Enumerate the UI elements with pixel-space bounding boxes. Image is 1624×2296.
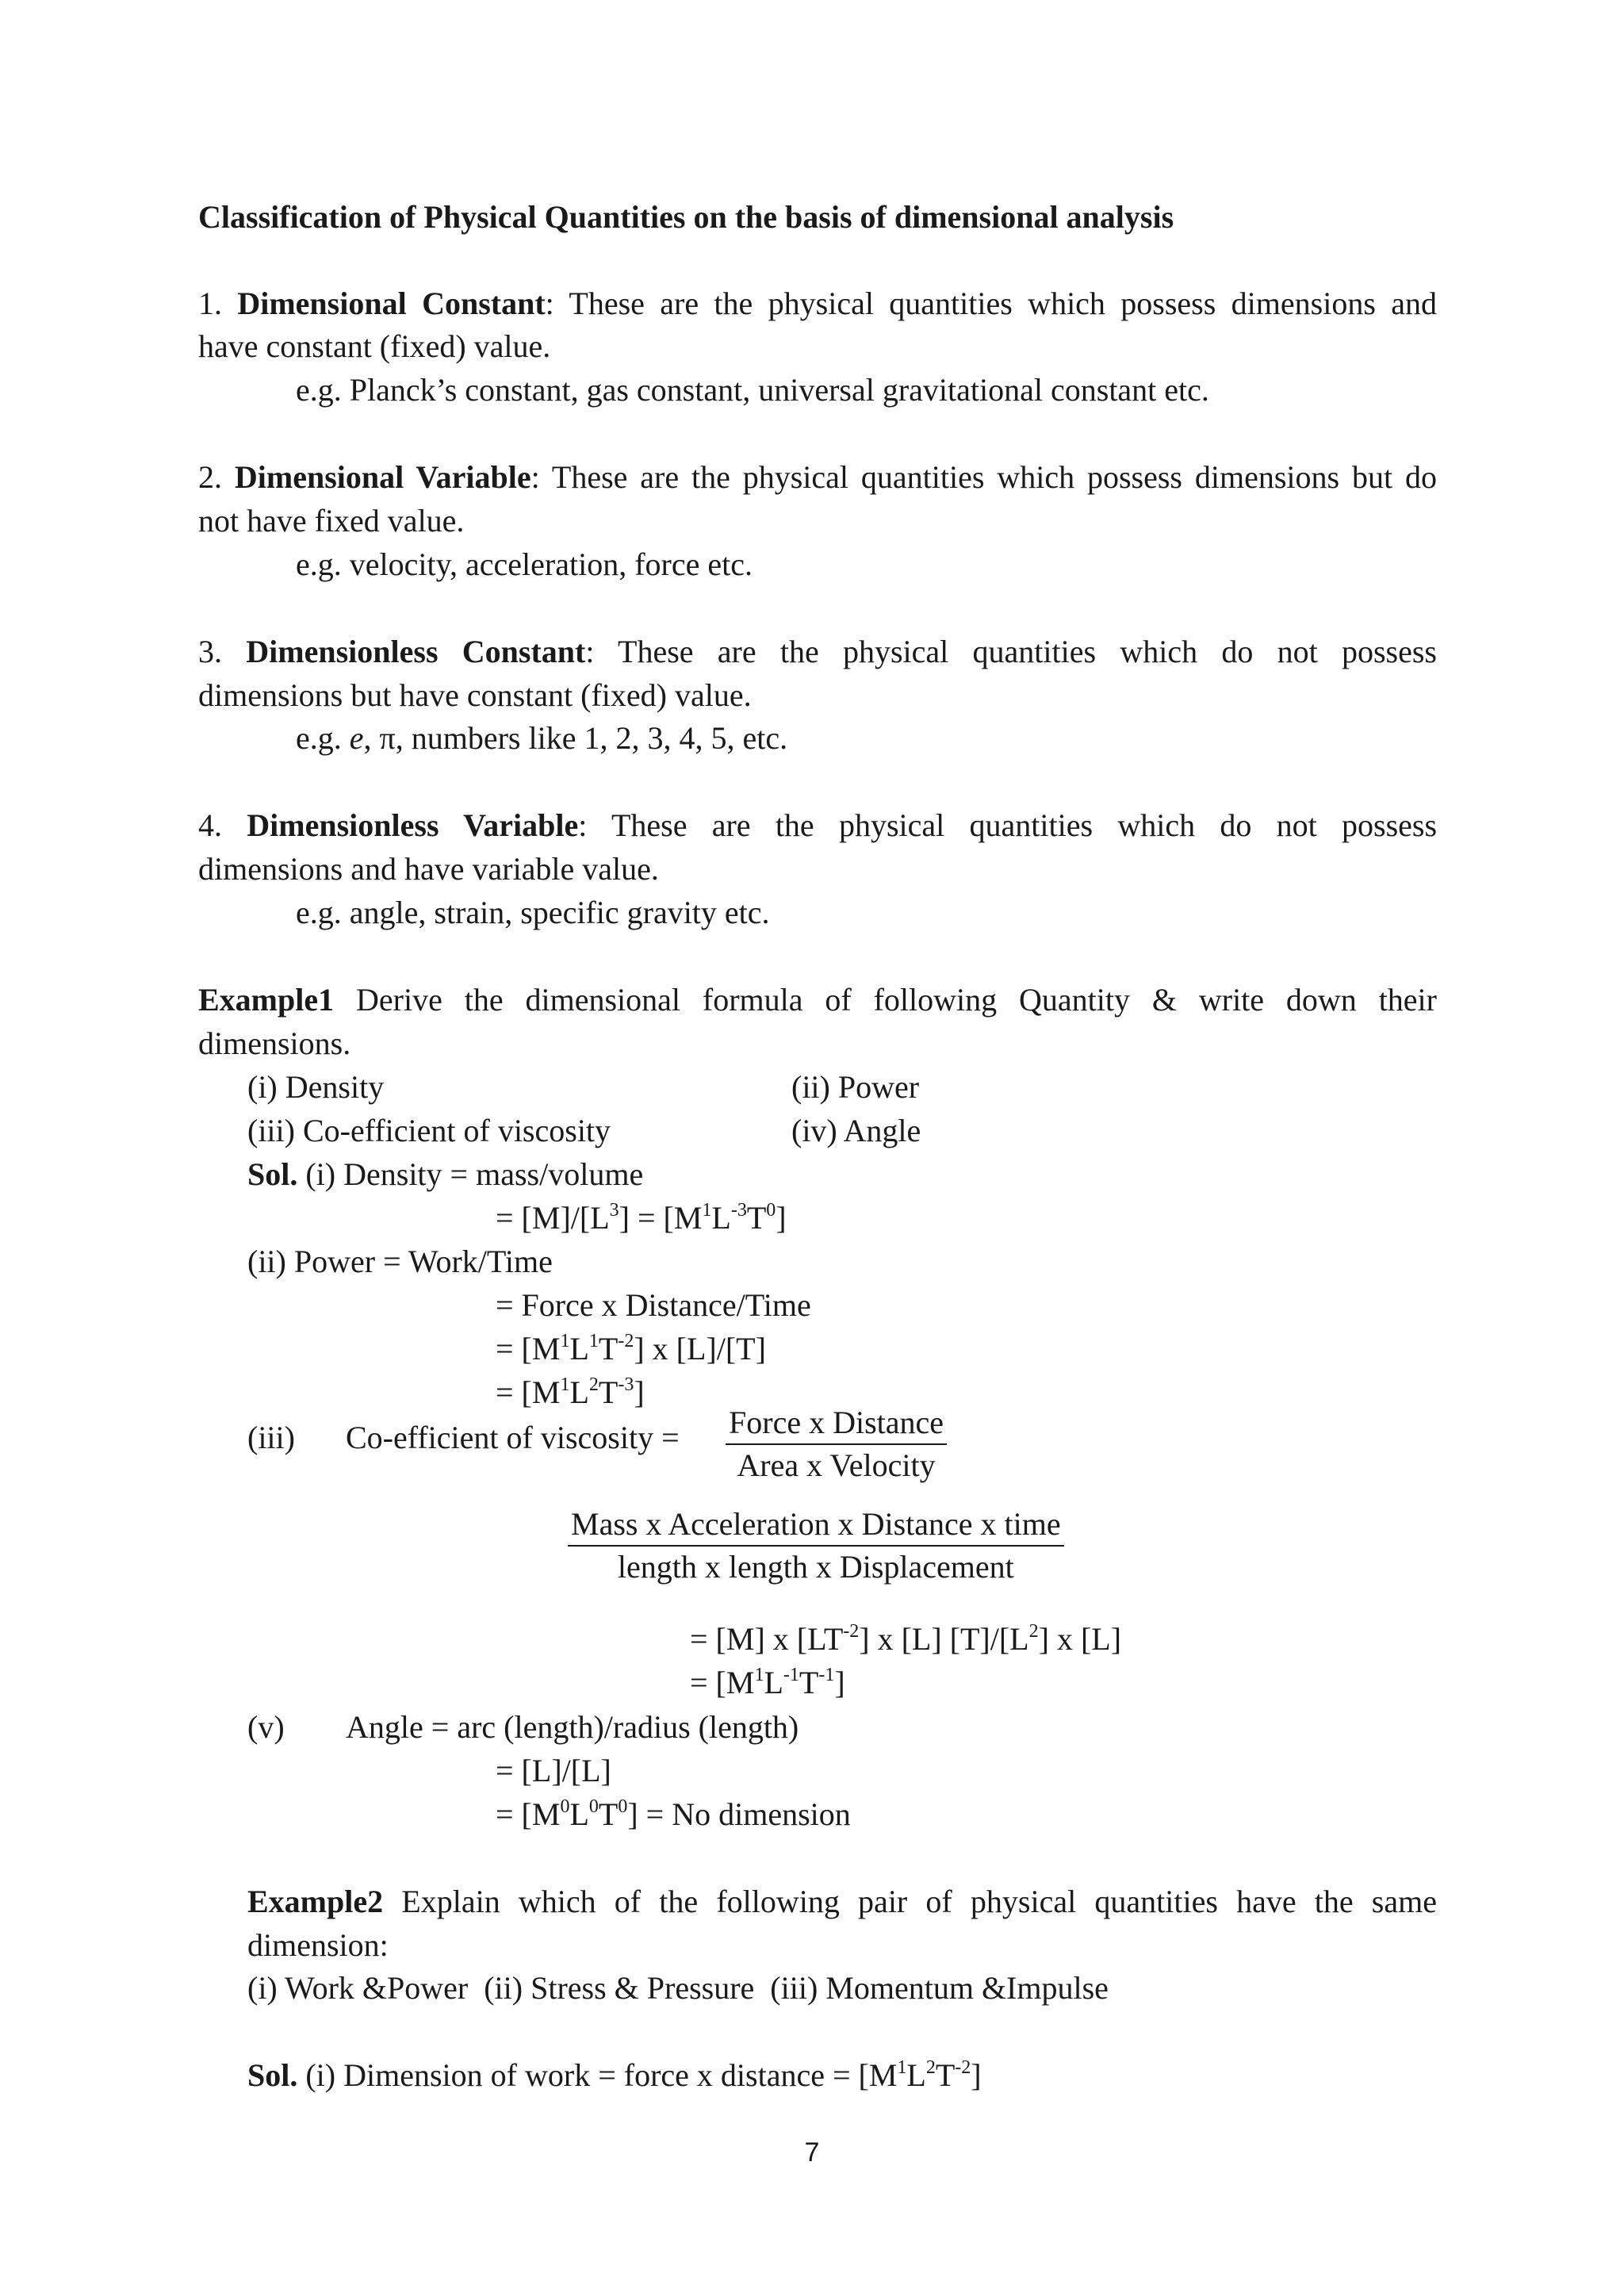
density-formula: (i) Density = mass/volume: [305, 1156, 644, 1192]
example2-label: Example2: [247, 1884, 384, 1919]
option-viscosity: (iii) Co-efficient of viscosity: [247, 1113, 611, 1148]
viscosity-step: = [M] x $[LT^{-2}]$ x [L] $[T]/[L^2]$ x [L]: [690, 1621, 1122, 1657]
solution-label: Sol.: [247, 1156, 298, 1192]
item-number: 2.: [198, 459, 222, 495]
item-text: : These are the physical quantities which possess dimensions and: [545, 286, 1437, 321]
example-e: e: [349, 720, 364, 756]
angle-formula: Angle = arc (length)/radius (length): [346, 1709, 799, 1745]
viscosity-result: = $[M^1L^{-1}T^{-1}]$: [690, 1665, 845, 1700]
solution-text: (i) Dimension of work = force x distance =: [297, 2057, 859, 2093]
item-text-continued: dimensions and have variable value.: [198, 851, 659, 887]
page-heading: Classification of Physical Quantities on the basis of dimensional analysis: [198, 199, 1174, 235]
option-angle: (iv) Angle: [791, 1113, 921, 1148]
page-number: 7: [804, 2137, 820, 2168]
fraction-denominator: length x length x Displacement: [617, 1549, 1014, 1585]
power-step2: = $[M^1L^1T^{-2}]$ x [L]/[T]: [496, 1331, 766, 1366]
item-dimensional-constant: [198, 282, 1437, 325]
item-example: e.g. Planck’s constant, gas constant, universal gravitational constant etc.: [296, 372, 1209, 408]
solution-density: [247, 1153, 643, 1196]
viscosity-number: (iii): [247, 1420, 295, 1455]
item-number: 3.: [198, 634, 222, 669]
item-text: : These are the physical quantities which do not possess: [585, 634, 1437, 669]
example1-question: [198, 979, 1437, 1022]
item-example: e.g. angle, strain, specific gravity etc.: [296, 895, 770, 930]
viscosity-label: Co-efficient of viscosity =: [346, 1420, 680, 1455]
item-term: Dimensional Constant: [237, 286, 546, 321]
option-density: (i) Density: [247, 1069, 385, 1105]
example2-text: Explain which of the following pair of physical quantities have the same: [383, 1884, 1437, 1919]
fraction-numerator: Force x Distance: [726, 1402, 947, 1445]
item-dimensional-variable: [198, 456, 1437, 499]
example2-text-continued: dimension:: [247, 1927, 389, 1963]
density-result: = $[M]/[L^3] = [M^1L^{-3}T^0]$: [496, 1200, 787, 1236]
angle-step1: = [L]/[L]: [496, 1753, 611, 1788]
item-dimensionless-constant: [198, 631, 1437, 673]
example2-pairs: (i) Work &Power (ii) Stress & Pressure (iii) Momentum &Impulse: [247, 1970, 1109, 2006]
example1-label: Example1: [198, 982, 335, 1018]
angle-result: = $[M^0L^0T^0] = No$ dimension: [496, 1796, 851, 1832]
item-example: [296, 717, 787, 760]
item-number: 1.: [198, 286, 222, 321]
example-rest: , π, numbers like 1, 2, 3, 4, 5, etc.: [363, 720, 788, 756]
power-formula: (ii) Power = Work/Time: [247, 1244, 553, 1279]
example2-question: [247, 1880, 1437, 1923]
no-dimension-text: = No dimension: [638, 1796, 851, 1832]
solution-label: Sol.: [247, 2057, 298, 2093]
example-prefix: e.g.: [296, 720, 350, 756]
angle-number: (v): [247, 1709, 285, 1745]
fraction-numerator: Mass x Acceleration x Distance x time: [568, 1504, 1064, 1547]
item-term: Dimensionless Constant: [246, 634, 586, 669]
item-text: : These are the physical quantities which possess dimensions but do: [530, 459, 1437, 495]
fraction-denominator: Area x Velocity: [737, 1447, 936, 1483]
option-power: (ii) Power: [791, 1069, 920, 1105]
power-result: = $[M^1L^2T^{-3}]$: [496, 1374, 645, 1410]
example1-text: Derive the dimensional formula of following Quantity & write down their: [334, 982, 1437, 1018]
item-text-continued: not have fixed value.: [198, 503, 465, 539]
example2-solution: Sol. (i) Dimension of work = force x distance = $[M^1L^2T^{-2}]$: [247, 2057, 982, 2093]
item-example: e.g. velocity, acceleration, force etc.: [296, 546, 753, 582]
item-term: Dimensionless Variable: [247, 807, 579, 843]
power-step1: = Force x Distance/Time: [496, 1287, 811, 1323]
item-text-continued: have constant (fixed) value.: [198, 328, 551, 364]
item-text: : These are the physical quantities which do not possess: [578, 807, 1438, 843]
example1-text-continued: dimensions.: [198, 1025, 351, 1061]
item-number: 4.: [198, 807, 222, 843]
item-dimensionless-variable: [198, 804, 1437, 847]
item-term: Dimensional Variable: [234, 459, 531, 495]
viscosity-fraction: [726, 1402, 947, 1486]
item-text-continued: dimensions but have constant (fixed) value.: [198, 677, 752, 713]
viscosity-fraction-expanded: [568, 1504, 1064, 1588]
